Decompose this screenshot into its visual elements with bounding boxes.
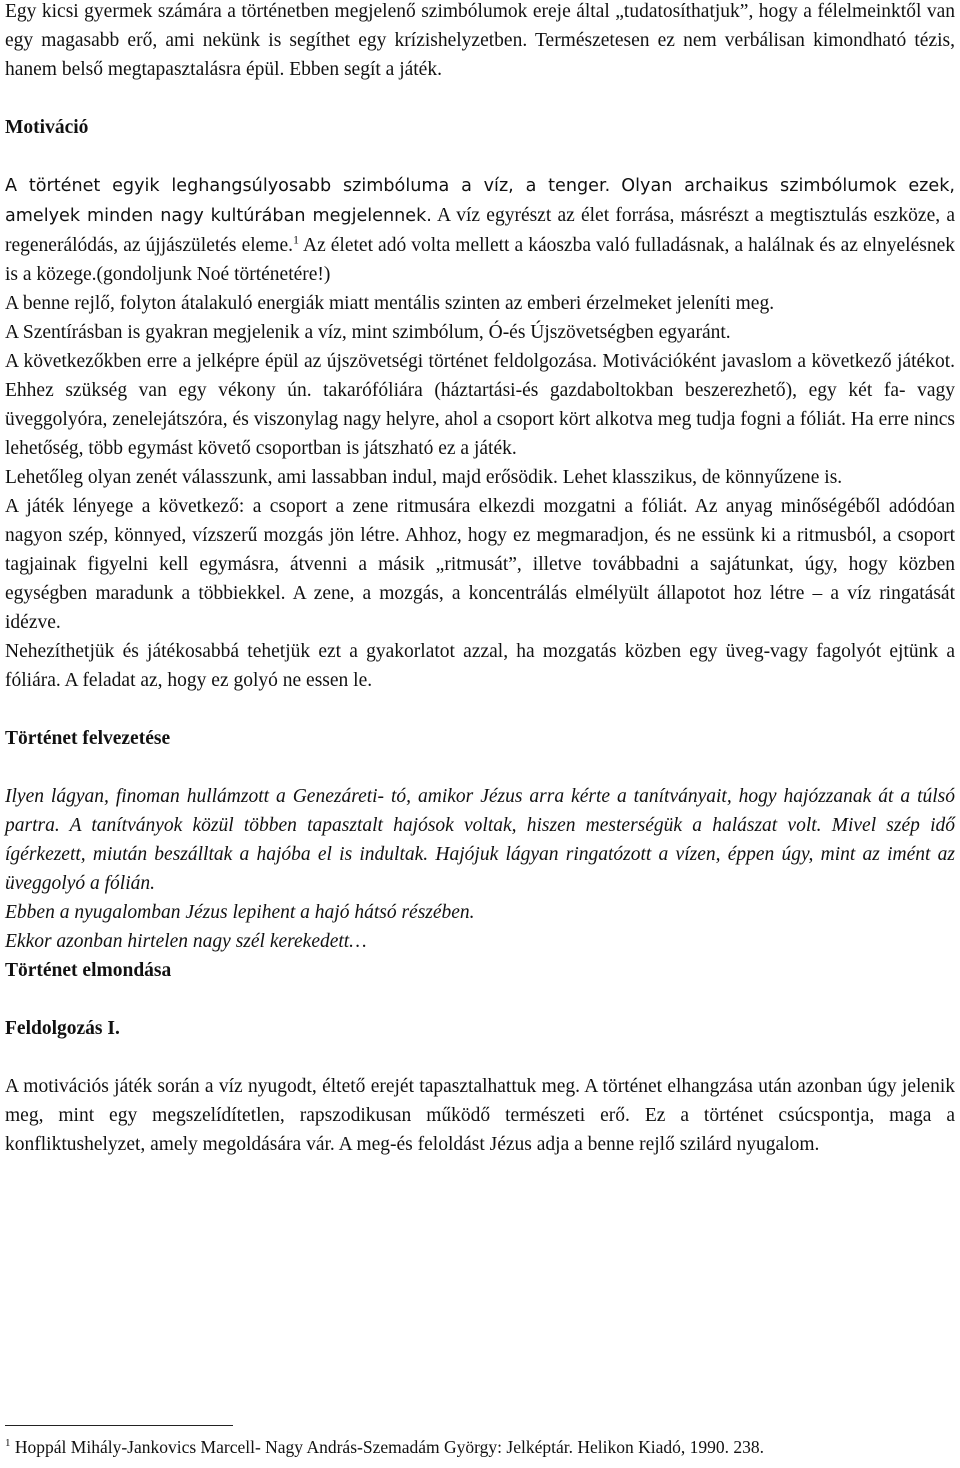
heading-feldolgozas: Feldolgozás I. (5, 1018, 120, 1039)
motivacio-paragraph-1 (5, 171, 955, 289)
footnote-reference[interactable]: 1 (293, 232, 299, 247)
feldolgozas-paragraph: A motivációs játék során a víz nyugodt, éltető erejét tapasztalhattuk meg. A történet elhangzása után azonban úgy jelenik meg, mint egy megszelídítetlen, rapszodikusan működő természeti erő. Ez a történet csúcspontja, maga a konfliktushelyzet, amely megoldására vár. A meg-és feloldást Jézus adja a benne rejlő szilárd nyugalom. (5, 1076, 955, 1155)
motivacio-sans-sentence: A történet egyik leghangsúlyosabb szimbóluma a víz, a tenger. (5, 176, 611, 196)
motivacio-paragraph-2: A benne rejlő, folyton átalakuló energiák miatt mentális szinten az emberi érzelmeket jeleníti meg. (5, 293, 775, 314)
felvezetes-italic-line-2: Ebben a nyugalomban Jézus lepihent a hajó hátsó részében. (5, 902, 475, 923)
felvezetes-italic-paragraph: Ilyen lágyan, finoman hullámzott a Genezáreti- tó, amikor Jézus arra kérte a tanítványait, hogy hajózzanak át a túlsó partra. A tanítványok közül többen tapasztalt hajósok voltak, hiszen mesterségük a halászat volt. Mivel szép idő ígérkezett, miután beszálltak a hajóba el is indultak. Hajójuk lágyan ringatózott a vízen, éppen úgy, mint az imént az üveggolyó a fólián. (5, 786, 955, 894)
footnote-text: Hoppál Mihály-Jankovics Marcell- Nagy András-Szemadám György: Jelképtár. Helikon Kiadó, 1990. 238. (10, 1437, 764, 1457)
intro-paragraph: Egy kicsi gyermek számára a történetben megjelenő szimbólumok ereje által „tudatosíthatjuk”, hogy a félelmeinktől van egy magasabb erő, ami nekünk is segíthet egy krízishelyzetben. Természetesen ez nem verbálisan kimondható tézis, hanem belső megtapasztalásra épül. Ebben segít a játék. (5, 1, 955, 80)
motivacio-paragraph-7: Nehezíthetjük és játékosabbá tehetjük ezt a gyakorlatot azzal, ha mozgatás közben egy üveg-vagy fagolyót ejtünk a fóliára. A feladat az, hogy ez golyó ne essen le. (5, 641, 955, 691)
heading-motivacio: Motiváció (5, 117, 89, 138)
motivacio-paragraph-3: A Szentírásban is gyakran megjelenik a víz, mint szimbólum, Ó-és Újszövetségben egyaránt. (5, 322, 731, 343)
spacer (5, 1043, 955, 1072)
motivacio-paragraph-6: A játék lényege a következő: a csoport a zene ritmusára elkezdi mozgatni a fóliát. Az anyag minőségéből adódóan nagyon szép, könnyed, vízszerű mozgás jön létre. Ahhoz, hogy ez megmaradjon, és ne essünk ki a ritmusból, a csoport tagjainak figyelni kell egymásra, átvenni a másik „ritmusát”, illetve továbbadni a sajátunkat, úgy, hogy közben egységben maradunk a többiekkel. A zene, a mozgás, a koncentrálás elmélyült állapotot hoz létre – a víz ringatását idézve. (5, 496, 955, 633)
motivacio-paragraph-4: A következőkben erre a jelképre épül az újszövetségi történet feldolgozása. Motivációként javaslom a következő játékot. Ehhez szükség van egy vékony ún. takarófóliára (háztartási-és gazdaboltokban beszerezhető), egy két fa- vagy üveggolyóra, zenelejátszóra, és viszonylag nagy helyre, ahol a csoport kört alkotva meg tudja fogni a fóliát. Ha erre nincs lehetőség, több egymást követő csoportban is játszható ez a játék. (5, 351, 955, 459)
spacer (5, 695, 955, 724)
spacer (5, 142, 955, 171)
footnote-number: 1 (5, 1437, 11, 1450)
motivacio-after-footnote: Az életet adó volta mellett a káoszba való fulladásnak, a halálnak és az elnyelésnek is a közege.(gondoljunk Noé történetére!) (5, 235, 955, 285)
motivacio-serif-sentence: Olyan archaikus szimbólumok ezek, amelyek minden nagy kultúrában megjelennek. (5, 176, 955, 226)
footnote-divider (5, 1425, 233, 1426)
document-page (5, 0, 955, 1159)
spacer (5, 84, 955, 113)
heading-tortenet-elmondasa: Történet elmondása (5, 960, 172, 981)
motivacio-paragraph-5: Lehetőleg olyan zenét válasszunk, ami lassabban indul, majd erősödik. Lehet klasszikus, de könnyűzene is. (5, 467, 843, 488)
felvezetes-italic-line-3: Ekkor azonban hirtelen nagy szél kerekedett… (5, 931, 367, 952)
motivacio-water-text: A víz egyrészt az élet forrása, másrészt a megtisztulás eszköze, a regenerálódás, az újjászületés eleme. (5, 205, 955, 256)
heading-tortenet-felvezetese: Történet felvezetése (5, 728, 171, 749)
spacer (5, 985, 955, 1014)
footnote (5, 1434, 955, 1460)
spacer (5, 753, 955, 782)
